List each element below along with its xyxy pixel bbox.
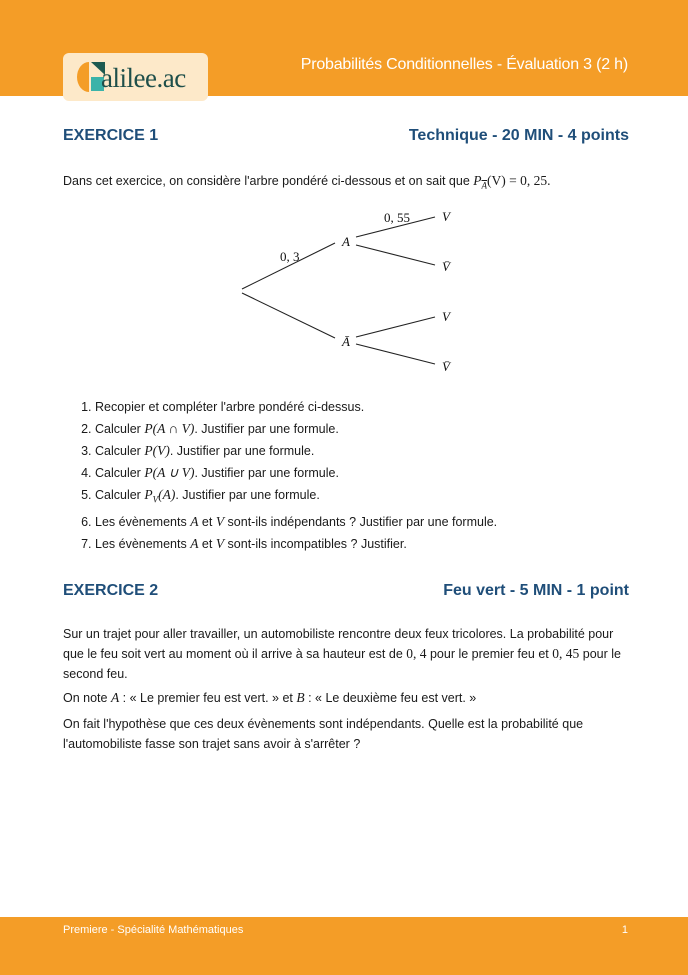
branch-A-Vbar	[356, 245, 435, 265]
branch-root-Abar	[242, 293, 335, 338]
node-A-V-bar: V̄	[442, 259, 450, 274]
question-item: 6. Les évènements A et V sont-ils indépendants ? Justifier par une formule.	[95, 511, 635, 533]
node-A: A	[342, 234, 350, 249]
exercise-1-title: EXERCICE 1	[63, 127, 159, 144]
logo-text: alilee.ac	[101, 63, 186, 93]
probability-tree	[230, 200, 470, 380]
document-title: Probabilités Conditionnelles - Évaluation 3 (2 h)	[300, 56, 628, 73]
prob-label-A: 0, 3	[280, 249, 300, 264]
exercise-2-meta: Feu vert - 5 MIN - 1 point	[443, 582, 629, 599]
exercise-1-intro: Dans cet exercice, on considère l'arbre pondéré ci-dessous et on sait que $P_{\overline{A}}(V) = 0$, 25.	[63, 173, 551, 191]
exercise-1-header	[63, 127, 629, 145]
math-given-prob: $P_{\overline{A}}(V) = 0$, 25.	[473, 173, 551, 191]
exercise-2-paragraph-1: Sur un trajet pour aller travailler, un automobiliste rencontre deux feux tricolores. La probabilité pour que le feu soit vert au moment où il arrive à sa hauteur est de 0, 4 pour le premier feu et 0, 45 pour le second feu.	[63, 627, 621, 681]
node-A-V: V	[442, 209, 450, 224]
branch-Abar-V	[356, 317, 435, 337]
footer-course: Premiere - Spécialité Mathématiques	[63, 924, 244, 936]
exercise-1-meta: Technique - 20 MIN - 4 points	[408, 127, 629, 144]
exercise-2-paragraph-3: On fait l'hypothèse que ces deux évènements sont indépendants. Quelle est la probabilité que l'automobiliste fasse son trajet sans avoir à s'arrêter ?	[63, 717, 584, 751]
page-number: 1	[621, 924, 628, 936]
question-item: 2. Calculer P(A ∩ V). Justifier par une formule.	[95, 418, 635, 440]
question-item: 1. Recopier et compléter l'arbre pondéré ci-dessus.	[95, 396, 635, 418]
exercise-2-title: EXERCICE 2	[63, 582, 159, 599]
node-Abar-V: V	[442, 309, 450, 324]
exercise-2-header	[63, 582, 629, 600]
node-A-bar: Ā	[342, 334, 350, 349]
node-Abar-V-bar: V̄	[442, 359, 450, 374]
question-item: 4. Calculer P(A ∪ V). Justifier par une formule.	[95, 462, 635, 484]
prob-label-A-V: 0, 55	[384, 210, 410, 225]
question-item: 3. Calculer P(V). Justifier par une formule.	[95, 440, 635, 462]
page-header	[0, 0, 688, 96]
question-item: 5. Calculer $P_V(A)$. Justifier par une formule.	[95, 484, 635, 511]
page-footer	[0, 917, 688, 975]
question-item: 7. Les évènements A et V sont-ils incompatibles ? Justifier.	[95, 533, 635, 555]
branch-Abar-Vbar	[356, 344, 435, 364]
exercise-1-questions	[63, 396, 635, 555]
galilee-logo	[63, 53, 208, 101]
exercise-2-paragraph-2: On note A : « Le premier feu est vert. » et B : « Le deuxième feu est vert. »	[63, 690, 477, 705]
